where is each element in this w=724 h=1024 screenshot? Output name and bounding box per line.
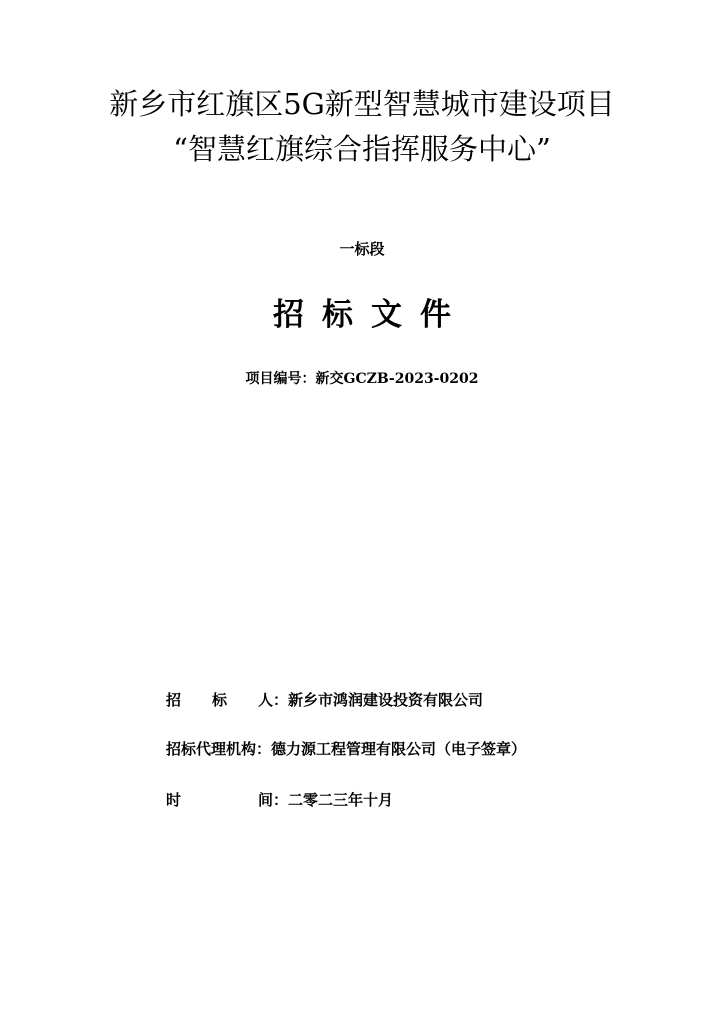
section-label: 一标段 [339, 240, 385, 258]
title-line-1: 新乡市红旗区5G新型智慧城市建设项目 [109, 87, 615, 121]
tenderer-colon: ： [273, 691, 289, 709]
tenderer-label [166, 689, 273, 711]
document-title [0, 82, 724, 172]
document-type-heading: 招标文件 [273, 297, 469, 333]
title-line-2: “智慧红旗综合指挥服务中心” [173, 132, 551, 166]
tenderer-label-char: 招 [166, 691, 182, 709]
agency-row [166, 738, 526, 760]
time-row [166, 789, 393, 811]
time-value: 二零二三年十月 [288, 791, 394, 809]
time-label-char: 时 [166, 791, 182, 809]
tenderer-label-char: 人 [257, 691, 273, 709]
tenderer-row [166, 689, 483, 711]
tenderer-label-char: 标 [211, 691, 227, 709]
agency-label: 招标代理机构： [166, 740, 272, 758]
agency-value: 德力源工程管理有限公司（电子签章） [271, 740, 527, 758]
time-label [166, 789, 273, 811]
project-number: 项目编号：新交GCZB-2023-0202 [245, 371, 479, 387]
tenderer-value: 新乡市鸿润建设投资有限公司 [288, 691, 484, 709]
time-label-char: 间 [257, 791, 273, 809]
time-colon: ： [273, 791, 289, 809]
